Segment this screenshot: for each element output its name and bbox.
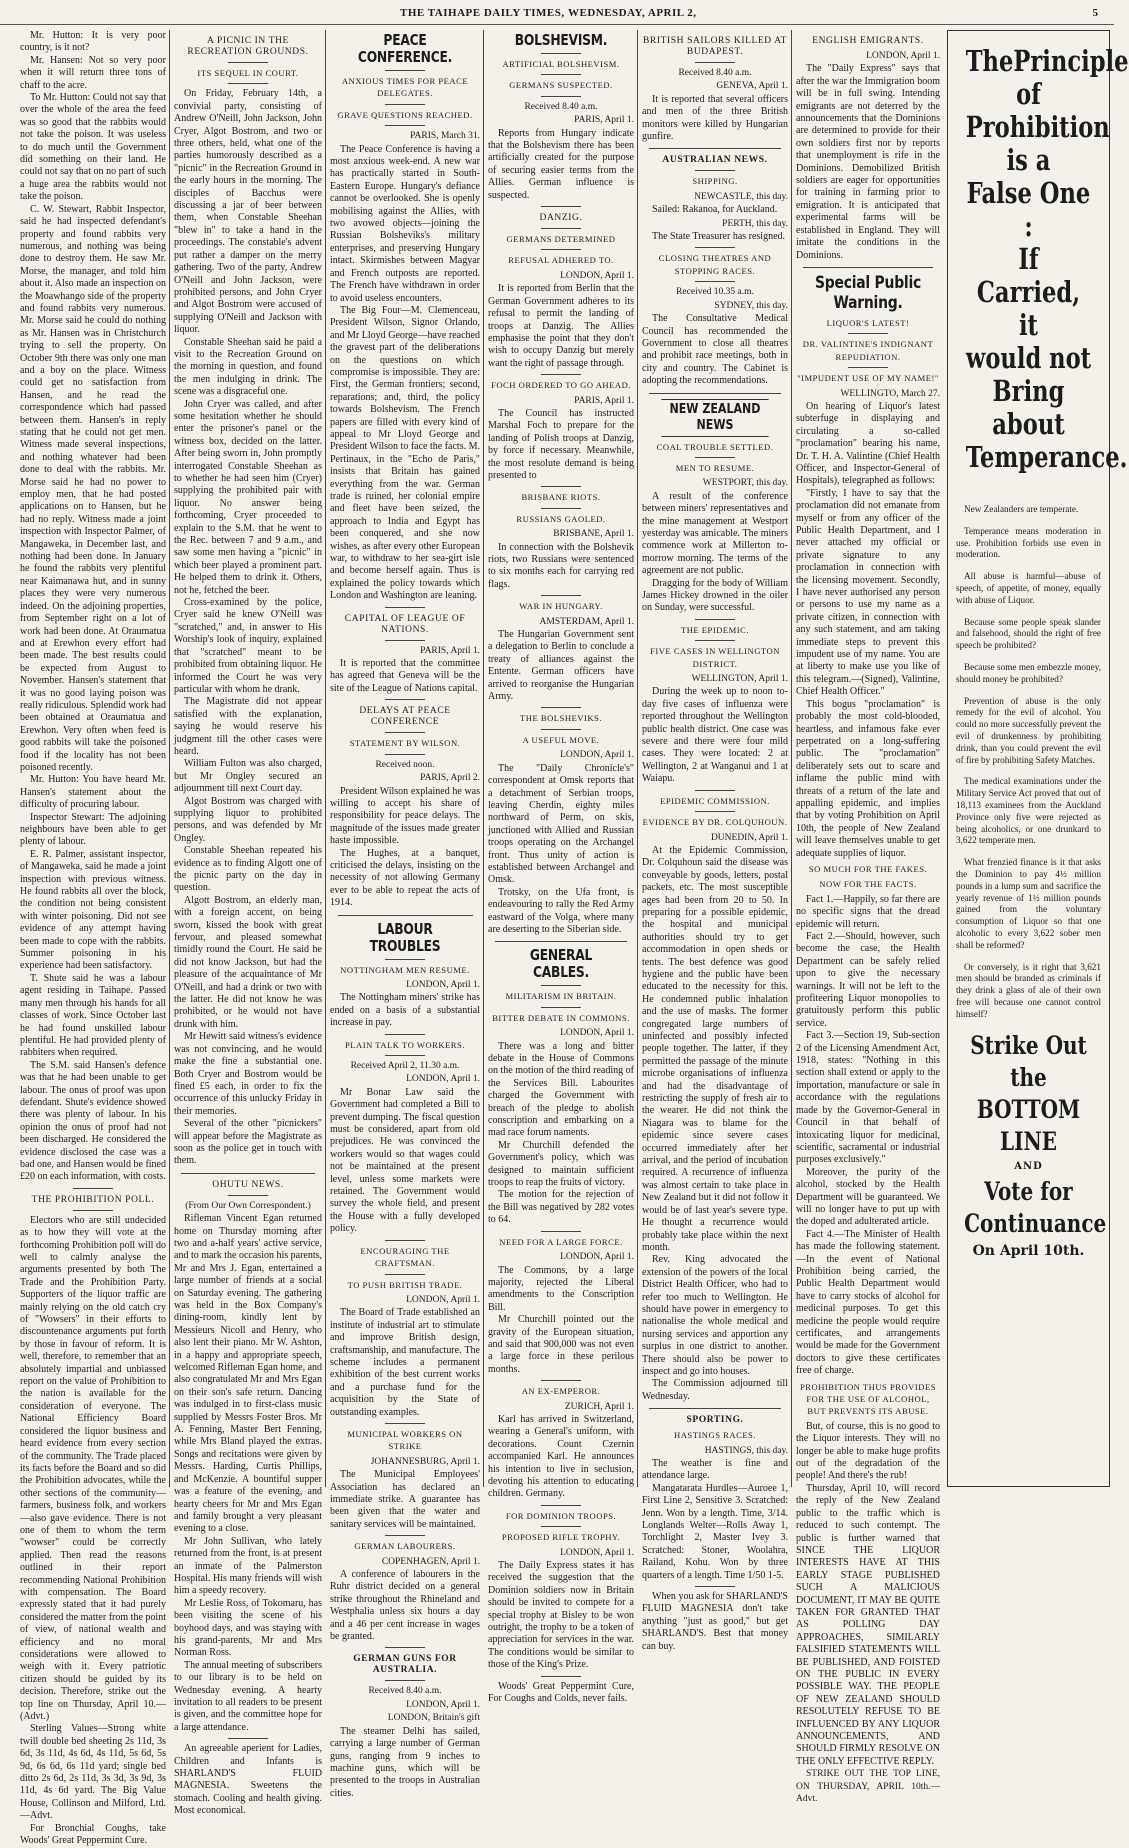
- advert-paragraph: Or conversely, is it right that 3,621 men should be branded as criminals if they drink a glass of ale of their own free will because one cannot control himself?: [956, 961, 1101, 1019]
- prohibition-advert: [947, 30, 1129, 1487]
- dateline: LONDON, April 1.: [560, 1028, 634, 1039]
- divider: [695, 281, 735, 282]
- paragraph: But, of course, this is no good to the Liquor interests. They will no longer be able to make huge profits out of the degradation of the people! And there's the rub!: [796, 1420, 940, 1482]
- subhead: MEN TO RESUME.: [675, 462, 755, 473]
- advert-footer-line: AND: [1014, 1161, 1043, 1173]
- paragraph: The Peace Conference is having a most anxious week-end. A new war has practically started in South-Eastern Europe. Hungary's defiance cannot be overlooked. She is openly mobilising against the Allies, with two avowed objects—joining the Russian Bolsheviks's military enterprises, and preserving Hungary intact. Skirmishes between Magyar and French outposts are reported. The French have withdrawn in order to avoid useless encounters.: [330, 143, 480, 304]
- paragraph: The weather is fine and attendance large.: [642, 1458, 788, 1482]
- divider: [848, 367, 888, 368]
- paragraph: Fact 2.—Should, however, such become the case, the Health Department can be safely relied upon to give the necessary warnings. It will not be left to the profiteering Liquor monopolies to gratuitously perform this public service.: [796, 931, 940, 1029]
- advert-paragraph: What frenzied finance is it that asks the Dominion to pay 4½ million pounds in a lump sum and sacrifice the yearly revenue of 1½ million pounds gained from the voluntary consumption of Liquor so that one alcoholic to every 3,622 sober men shall be reformed?: [956, 857, 1101, 950]
- paragraph: The Big Four—M. Clemenceau, President Wilson, Signor Orlando, and Mr Lloyd George—have reached the gravest part of the deliberations on the questions on which compromise is impossible. They are: First, the German frontiers; second, reparations; and, third, the policy towards Bolshevism. The French papers are filled with every kind of appeal to Mr Lloyd George and President Wilson to face the facts. M. Pertinaux, in the "Echo de Paris," insists that Britain has gained everything from the war. German trade is ruined, her colonial empire and fleet have been seized, the approach to India and Egypt has been conquered, and she now wishes, as after every other European war, to withdraw to her sea-girt isle and become herself again. Thus is explained the policy towards which London and Washington are leaning.: [330, 304, 480, 602]
- headline-delays: DELAYS AT PEACE CONFERENCE: [359, 706, 451, 728]
- paragraph: On hearing of Liquor's latest subterfuge in displaying and circulating a so-called "proclamation" bearing his name, Dr. T. H. A. Valintine (Chief Health Officer, and Inspector-General of Hospitals), telegraphed as follows:: [796, 400, 940, 487]
- subhead: MUNICIPAL WORKERS ON STRIKE: [347, 1428, 463, 1452]
- dateline: WELLINGTO, March 27.: [840, 388, 940, 399]
- received-time: Received 10.35 a.m.: [676, 287, 754, 298]
- divider: [495, 941, 626, 942]
- advert-headline-line: Prohibition: [965, 110, 1110, 144]
- paragraph: The Consultative Medical Council has recommended the Government to close all theatres and prohibit race meetings, both in city and country. The Cabinet is adopting the recommendations.: [642, 313, 788, 387]
- headline-special-warning: Special Public Warning.: [814, 272, 922, 313]
- subhead: NOTTINGHAM MEN RESUME.: [340, 964, 470, 975]
- paragraph: William Fulton was also charged, but Mr Ongley secured an adjournment till next Court day.: [174, 758, 322, 795]
- divider: [848, 333, 888, 334]
- dateline: LONDON, April 1.: [866, 51, 940, 61]
- headline-new-zealand-news: NEW ZEALAND NEWS: [661, 399, 768, 437]
- paragraph: It is reported from Berlin that the German Government adheres to its refusal to permit the landing of troops at Danzig. The Allies emphasise the point that they don't wish to occupy Danzig but merely want the right of passage through.: [488, 283, 634, 369]
- divider: [385, 104, 425, 105]
- divider: [695, 811, 735, 812]
- dateline: PARIS, March 31.: [410, 131, 480, 142]
- advert-paragraph: An agreeable aperient for Ladies, Children and Infants is SHARLAND'S FLUID MAGNESIA. Sweetens the stomach. Cooling and health giving. Most economical.: [174, 1743, 322, 1817]
- divider: [73, 1210, 113, 1211]
- dateline: PERTH, this day.: [722, 218, 788, 229]
- paragraph: "Firstly, I have to say that the proclamation did not emanate from myself or from any officer of the Public Health Department, and I never attached my official or private signature to any proclamation in connection with the licensing movement. Secondly, I have never authorised any person or persons to use my name as a private citizen, in connection with any such statement, and am taking immediate steps to prevent this impudent use of my name. You are at liberty to make use you like of this telegram.—(Signed), Valintine, Chief Health Officer.": [796, 487, 940, 698]
- paragraph: The Municipal Employees' Association has declared an immediate strike. A guarantee has been given that the water and sanitary services will be maintained.: [330, 1469, 480, 1530]
- divider: [541, 228, 581, 229]
- subhead: COAL TROUBLE SETTLED.: [656, 441, 774, 452]
- headline-australian-news: AUSTRALIAN NEWS.: [662, 155, 768, 166]
- divider: [385, 1647, 425, 1648]
- advert-headline-line: Temperance.: [965, 440, 1128, 474]
- divider: [385, 70, 425, 71]
- paragraph: Algot Bostrom was charged with supplying liquor to prohibited persons, and was defended by Mr Ongley.: [174, 795, 322, 844]
- advert-paragraph: Sterling Values—Strong white twill double bed sheeting 2s 11d, 3s 6d, 3s 11d, 4s 6d, 4s 11d, 5s 6d, 5s 9d, 6s 6d, 6s 11d yard; single bed ditto 2s 6d, 2s 11d, 3s 3d, 3s 9d, 3s 11d, 4s 6d yard. The Big Value House, Collinson and Milford, Ltd.—Advt.: [20, 1723, 166, 1822]
- advert-paragraph: For Bronchial Coughs, take Woods' Great Peppermint Cure.: [20, 1822, 166, 1847]
- subhead: THE EPIDEMIC.: [680, 624, 750, 635]
- received-time: Received 8.40 a.m.: [678, 68, 752, 78]
- paragraph: John Cryer was called, and after some hesitation whether he should enter the prisoner's panel or the witness box, decided on the latter. After being sworn in, John promptly interrogated Constable Sheehan as to whether he had seen him (Cryer) supplying the prohibited pair with liquor. No answer being forthcoming, Cryer proceeded to explain to the S.M. that he went to the Rec. between 7 and 9 a.m., and saw some men having a "picnic" in which beer played a prominent part. He helped them to drink it. Others, not he, fetched the beer.: [174, 398, 322, 596]
- paragraph: The Commons, by a large majority, rejected the Liberal amendments to the Conscription Bill.: [488, 1264, 634, 1313]
- subhead: SHIPPING.: [692, 176, 738, 187]
- advert-footer-line: Strike Out the: [970, 1031, 1087, 1093]
- divider: [541, 985, 581, 986]
- received-time: Received April 2, 11.30 a.m.: [350, 1061, 460, 1071]
- paragraph: It is reported that several officers and men of the three British monitors were killed by Hungarian gunfire.: [642, 93, 788, 143]
- divider: [649, 1408, 780, 1409]
- dateline: LONDON, April 1.: [406, 1699, 480, 1710]
- page-number: 5: [1092, 7, 1098, 19]
- subhead: FIVE CASES IN WELLINGTON DISTRICT.: [650, 646, 780, 669]
- divider: [541, 1526, 581, 1527]
- divider: [338, 915, 473, 916]
- divider: [541, 1007, 581, 1008]
- headline-general-cables: GENERAL CABLES.: [529, 946, 593, 982]
- paragraph: C. W. Stewart, Rabbit Inspector, said he had inspected defendant's property and found rabbits very numerous, and nothing was being done to destroy them. He saw Mr. Morse, the manager, and told him about it. Also made an inspection on the Moawhango side of the property and found rabbits very numerous. Mr. Morse said he could do nothing as Mr. Hansen was in Christchurch trying to sell the property. On October 9th there was only one man and a boy on the place. Witness could get no satisfaction from Hansen, and he read the correspondence which had passed between them. Hansen's in reply stating that he could not get men. Witness made several inspections, and nothing whatever had been done to deal with the rabbits. Mr. Morse said he had no power to employ men, that he had posted applications on to Hansen, but he had no reply. Witness made a joint inspection with Inspector Palmer, of Mangaweka, in December last, and nothing had been done. In January he found the rabbits very plentiful near Kaimanawa hut, and in sunny places they were very numerous indeed. On the adjoining properties, from September right on a lot of work had been done. At Oraumatua and at Erewhon every effort had been made. The best results could be expected from August to November. Hansen's statement that it was no good laying poison was really ridiculous. Splendid work had been obtained at Oraumatua and Erewhon. Very often when feed is good rabbits will take the poisoned food if the locality has not been poisoned recently.: [20, 203, 166, 773]
- divider: [649, 148, 780, 149]
- paragraph: E. R. Palmer, assistant inspector, of Mangaweka, said he made a joint inspection with previous witness. He found rabbits all over the block, the condition not being consistent with winter poisoning. Did not see evidence of any attempt having been made to cope with the rabbits. Summer poisoning in his experience had been satisfactory.: [20, 848, 166, 972]
- headline-league-capital: CAPITAL OF LEAGUE OF NATIONS.: [344, 613, 466, 635]
- paragraph: Dragging for the body of William James Hickey drowned in the oiler on Sunday, were successful.: [642, 577, 788, 614]
- paragraph: Karl has arrived in Switzerland, wearing a General's uniform, with decorations. Count Czernin accompanied Karl. He announces his intention to live in seclusion, devoting his attention to educating children. Germany.: [488, 1413, 634, 1500]
- dateline: AMSTERDAM, April 1.: [539, 616, 634, 627]
- advert-footer-line: BOTTOM: [976, 1095, 1081, 1125]
- paragraph: Sailed: Rakanoa, for Auckland.: [652, 204, 778, 216]
- advert-paragraph: Temperance means moderation in use. Prohibition forbids use even in moderation.: [956, 525, 1101, 560]
- paragraph: Fact 4.—The Minister of Health has made the following statement.—In the event of National Prohibition being carried, the Public Health Department would have to carry stocks of alcohol for medicinal purposes. To get this medicine the people would require certificates, and arrangements would be made for the Government doctors to give these certificates free of charge.: [796, 1228, 940, 1377]
- divider: [695, 1586, 735, 1587]
- paragraph: Thursday, April 10, will record the reply of the New Zealand public to the traffic which is reduced to such contempt. The public is further warned that SINCE THE LIQUOR INTERESTS HAVE AT THIS EARLY STAGE PUBLISHED SUCH A MALICIOUS DOCUMENT, IT MAY BE QUITE TAKEN FOR GRANTED THAT AS POLLING DAY APPROACHES, SIMILARLY FALSIFIED STATEMENTS WILL BE PUBLISHED, AND FOISTED ON THE PUBLIC IN EVERY POSSIBLE WAY. THE PEOPLE OF NEW ZEALAND SHOULD RESOLUTELY REFUSE TO BE INFLUENCED BY ANY LIQUOR ANNOUNCEMENTS, AND SHOULD FIRMLY RESOLVE ON THE ONLY EFFECTIVE REPLY.: [796, 1482, 940, 1767]
- divider: [228, 62, 268, 63]
- divider: [695, 247, 735, 248]
- headline-sporting: SPORTING.: [686, 1415, 744, 1426]
- column-1: [16, 30, 170, 1847]
- paragraph: Mr Bonar Law said the Government had completed a Bill to prevent dumping. The fiscal question must be considered, apart from old prejudices. He was convinced the workers would so that wages could not be maintained at the present level, unless some markets were retained. The Government would survey the whole field, and present the House with a fully developed policy.: [330, 1086, 480, 1235]
- dateline: COPENHAGEN, April 1.: [381, 1556, 480, 1567]
- subhead: NOW FOR THE FACTS.: [819, 879, 917, 890]
- subhead: PROPOSED RIFLE TROPHY.: [501, 1532, 621, 1543]
- divider: [695, 62, 735, 63]
- paragraph: Fact 1.—Happily, so far there are no specific signs that the dread epidemic will return.: [796, 893, 940, 930]
- paragraph: Mangatarata Hurdles—Auroee 1, First Line 2, Sensitive 3. Scratched: Jenn. Won by a length. Time, 3/14. Longlands Welter—Rolls Away 1, Torchlight 2, Master Ivey 3. Scratched: Stoner, Woolahra, Railand, Kohu. Won by three quarters of a length. Time 1/50 1-5.: [642, 1482, 788, 1581]
- subhead: EPIDEMIC COMMISSION.: [660, 795, 770, 806]
- paragraph: Electors who are still undecided as to how they will vote at the forthcoming Prohibition poll will do well to calmly analyse the arguments presented by both The Trade and the Prohibition Party. Supporters of the liquor traffic are mainly relying on the old catch cry of "Wowsers" in their efforts to discountenance arguments put forth by those in favour of reform. It is well, therefore, to remember that an absolutely impartial and unbiassed report on the value of Prohibition to the nation is available for the consideration of everyone. The National Efficiency Board considered the liquor business and heard evidence from every section of the community. The Trade placed its facts before the Board and so did the Prohibition advocates, while the other sections of the community—farmers, business folk, and workers—also gave evidence. There is not one of them to whom the term "wowser" could be correctly applied. Then read the reasons outlined in their report recommending National Prohibition with compensation. The Board expressly stated that it had purely considered the matter from the point of view, of national wealth and efficiency and no moral considerations were allowed to weigh with it. Every patriotic citizen should be guided by its decision. Therefore, strike out the top line on Thursday, April 10.—(Advt.): [20, 1214, 166, 1723]
- dateline: LONDON, April 1.: [560, 1547, 634, 1558]
- dateline: BRISBANE, April 1.: [553, 529, 634, 540]
- divider: [385, 125, 425, 126]
- paragraph: The S.M. said Hansen's defence was that he had been unable to get labour. The onus of proof was upon defendant. Shute's evidence showed there was plenty of labour. In his opinion the onus of proof had not been discharged. He considered the evidence disclosed the case was a bad one, and Hansen would be fined £20 on each information, with costs.: [20, 1059, 166, 1183]
- paragraph: The Nottingham miners' strike has ended on a basis of a substantial increase in pay.: [330, 992, 480, 1029]
- paragraph: On Friday, February 14th, a convivial party, consisting of Andrew O'Neill, John Jackson, John Cryer, Algot Bostrom, and two or three others, held, what one of the parties humorously described as a "picnic" in the Recreation Ground in the early hours in the morning. The disciples of Bacchus were discussing a jar of beer between them, when Constable Sheehan "blew in" to take a hand in the proceedings. The constable's advent put rather a damper on the merry gathering. Two of the party, Andrew O'Neill and John Jackson, were prohibited persons, and John Cryer and Algot Bostrom were accused of supplying O'Neill and Jackson with liquor.: [174, 88, 322, 336]
- paragraph: In connection with the Bolshevik riots, two Russians were sentenced to six months each for carrying red flags.: [488, 541, 634, 590]
- paragraph: Mr Leslie Ross, of Tokomaru, has been visiting the scene of his boyhood days, and was staying with his grand-parents, Mr and Mrs Norman Ross.: [174, 1597, 322, 1659]
- paper-title: THE TAIHAPE DAILY TIMES,: [400, 7, 565, 19]
- headline-british-sailors: BRITISH SAILORS KILLED AT BUDAPEST.: [642, 36, 788, 57]
- subhead: PROHIBITION THUS PROVIDES FOR THE USE OF ALCOHOL, BUT PREVENTS ITS ABUSE.: [799, 1381, 936, 1417]
- divider: [541, 707, 581, 708]
- divider: [385, 1680, 425, 1681]
- dateline: LONDON, April 1.: [560, 750, 634, 761]
- paragraph: This bogus "proclamation" is probably the most cold-blooded, heartless, and infamous fake ever perpetrated on a long-suffering public. The "proclamation" deliberately sets out to scare and inflame the public mind with threats of a return of the late and appalling epidemic, and implies that by voting Prohibition on April 10th, the people of New Zealand will leave themselves unable to get adequate supplies of liquor.: [796, 698, 940, 859]
- paragraph: The "Daily Chronicle's" correspondent at Omsk reports that a detachment of Serbian troops, leaving Cherdin, eighty miles northward of Perm, on skis, junctioned with Allied and Russian troops operating on the Archangel front. Thus unity of action is established between Archangel and Omsk.: [488, 762, 634, 886]
- received-time: Received 8.40 a.m.: [368, 1686, 442, 1697]
- dateline: WESTPORT, this day.: [702, 478, 788, 489]
- paragraph: Mr. Hansen: Not so very poor when it will return three tons of chaff to the acre.: [20, 54, 166, 91]
- subhead: MILITARISM IN BRITAIN.: [505, 991, 617, 1002]
- divider: [385, 959, 425, 960]
- dateline: WELLINGTON, April 1.: [691, 674, 788, 685]
- received-time: Received noon.: [375, 759, 435, 770]
- advert-headline-line: would not: [965, 341, 1092, 375]
- subhead: FOCH ORDERED TO GO AHEAD.: [491, 380, 631, 391]
- paragraph: Cross-examined by the police, Cryer said he knew O'Neill was "scratched," and, in answer to His Worship's look of inquiry, explained that "scratched" meant to be prohibited from obtaining liquor. He informed the Court he was very particular with whom he drank.: [174, 597, 322, 695]
- headline-labour-troubles: LABOUR TROUBLES: [369, 919, 441, 955]
- subhead: WAR IN HUNGARY.: [519, 601, 603, 612]
- subhead: BITTER DEBATE IN COMMONS.: [492, 1012, 630, 1023]
- masthead: [0, 4, 1114, 25]
- subhead: ITS SEQUEL IN COURT.: [197, 68, 299, 78]
- divider: [541, 1676, 581, 1677]
- divider: [695, 790, 735, 791]
- divider: [228, 83, 268, 84]
- paragraph: T. Shute said he was a labour agent residing in Taihape. Passed many men through his hands for all classes of work. Since October last he had found unskilled labour plentiful. He had provided plenty of rabbiters when required.: [20, 972, 166, 1059]
- divider: [385, 607, 425, 608]
- subhead: HASTINGS RACES.: [674, 1430, 756, 1441]
- subhead: FOR DOMINION TROOPS.: [505, 1510, 617, 1521]
- divider: [385, 1034, 425, 1035]
- paragraph: It is reported that the committee has agreed that Geneva will be the site of the League of Nations capital.: [330, 658, 480, 694]
- dateline: LONDON, April 1.: [560, 1252, 634, 1263]
- divider: [695, 619, 735, 620]
- advert-paragraph: The medical examinations under the Military Service Act proved that out of 18,113 examinees from the Auckland Province only five were rejected as being alcoholics, or one drunkard to 3,622 temperate men.: [956, 776, 1101, 846]
- dateline: GENEVA, April 1.: [716, 81, 788, 92]
- paragraph: The State Treasurer has resigned.: [652, 231, 786, 243]
- divider: [385, 1055, 425, 1056]
- received-time: Received 8.40 a.m.: [524, 101, 598, 112]
- subhead: "IMPUDENT USE OF MY NAME!": [797, 373, 939, 384]
- divider: [649, 393, 780, 394]
- paragraph: President Wilson explained he was willing to accept his share of responsibility for peace delays. The magnitude of the issues made greater haste impossible.: [330, 785, 480, 847]
- advert-body: [948, 504, 1109, 1020]
- column-4: [484, 30, 638, 1705]
- divider: [541, 53, 581, 54]
- divider: [695, 457, 735, 458]
- advert-footer-line: Vote for: [984, 1177, 1073, 1207]
- paragraph: Mr. Hutton: It is very poor country, is it not?: [20, 30, 166, 54]
- paragraph: A result of the conference between miners' representatives and the mine management at Westport yesterday was amicable. The miners commence work at Millerton to-morrow morning. The terms of the agreement are not public.: [642, 490, 788, 577]
- advert-footer-line: Continuance: [964, 1209, 1107, 1239]
- dateline: PARIS, April 1.: [574, 395, 634, 406]
- dateline: HASTINGS, this day.: [704, 1445, 788, 1456]
- divider: [541, 729, 581, 730]
- divider: [541, 206, 581, 207]
- divider: [541, 374, 581, 375]
- dateline: ZURICH, April 1.: [564, 1401, 634, 1412]
- paragraph: A conference of labourers in the Ruhr district decided on a general strike throughout the Rhineland and Westphalia unless six hours a day and a 46 per cent increase in wages be granted.: [330, 1569, 480, 1643]
- divider: [385, 699, 425, 700]
- subhead: EVIDENCE BY DR. COLQUHOUN.: [642, 817, 788, 828]
- subhead: ANXIOUS TIMES FOR PEACE DELEGATES.: [341, 76, 469, 99]
- paragraph: The Commission adjourned till Wednesday.: [642, 1378, 788, 1402]
- paragraph: The Magistrate did not appear satisfied with the explanation, saying he would reserve his judgment till the other cases were heard.: [174, 696, 322, 757]
- column-6: [792, 30, 944, 1805]
- divider: [541, 508, 581, 509]
- column-2: [170, 30, 326, 1817]
- paragraph: During the week up to noon to-day five cases of influenza were reported throughout the Wellington public health district. One case was severe and there were four mild cases. They were located: 2 at Wellington, 2 at Wanganui and 1 at Waiapu.: [642, 686, 788, 785]
- subhead: GERMANS DETERMINED: [506, 234, 616, 245]
- advert-headline-line: False One :: [966, 176, 1091, 243]
- divider: [385, 1423, 425, 1424]
- headline-german-guns: GERMAN GUNS FOR AUSTRALIA.: [353, 1654, 457, 1676]
- advert-headline-line: is a: [1006, 143, 1051, 177]
- dateline: LONDON, April 1.: [406, 1294, 480, 1305]
- divider: [228, 1195, 268, 1196]
- subhead: DR. VALINTINE'S INDIGNANT REPUDIATION.: [802, 339, 934, 362]
- advert-paragraph: Because some people speak slander and falsehood, should the right of free speech be prohibited?: [956, 616, 1101, 651]
- paragraph: To Mr. Hutton: Could not say that over the whole of the area the feed was so good that the rabbits would not take the poison. It was useless to do much until the Government did something on their land. He could not say that on no part of such a huge area the rabbits would not take the poison.: [20, 92, 166, 203]
- subhead: PLAIN TALK TO WORKERS.: [345, 1039, 465, 1050]
- paragraph: The "Daily Express" says that after the war the Immigration boom will be in full swing. Intending emigrants are not deterred by the announcements that the Dominions are determined to provide for their own soldiers first nor by reports that unemployment is rife in the Dominions. Demobilized British soldiers are eager for opportunities for training in farming prior to emigration. It is anticipated that experimental farms will be established in England. They will imitate the conditions in the Dominions.: [796, 63, 940, 261]
- subhead: STATEMENT BY WILSON.: [349, 738, 461, 749]
- advert-paragraph: Prevention of abuse is the only remedy for the evil of alcohol. You could no more successfully prevent the evil of drunkenness by prohibiting drink, than you could prevent the evil of fire by prohibiting Safety Matches.: [956, 695, 1101, 765]
- column-5: [638, 30, 792, 1652]
- paragraph: There was a long and bitter debate in the House of Commons on the motion of the third reading of the Services Bill. Labourites charged the Government with breach of the pledge to abolish conscription and embarking on a mad race forum naments.: [488, 1040, 634, 1139]
- paragraph: Rev. King advocated the extension of the powers of the local District Health Officer, who had to refer too much to Wellington. He should have power in emergency to nationalise the whole medical and nursing services and apportion any surplus in one district to another. There should also be power to inspect and go into houses.: [642, 1254, 788, 1377]
- advert-paragraph: All abuse is harmful—abuse of speech, of appetite, of money, equally with abuse of Liquor.: [956, 571, 1101, 605]
- divider: [228, 1738, 268, 1739]
- paragraph: The motion for the rejection of the Bill was negatived by 282 votes to 64.: [488, 1189, 634, 1226]
- subhead: NEED FOR A LARGE FORCE.: [499, 1236, 623, 1247]
- paragraph: Constable Sheehan repeated his evidence as to finding Algott one of the picnic party on the day in question.: [174, 845, 322, 894]
- dateline: LONDON, Britain's gift: [387, 1713, 480, 1724]
- paragraph: Mr Churchill pointed out the gravity of the European situation, and said that 900,000 was not even a large force in these perilous months.: [488, 1314, 634, 1375]
- paragraph: Moreover, the purity of the alcohol, stocked by the Health Department will be guaranteed. We will no longer have to put up with the doped and adulterated article.: [796, 1166, 940, 1228]
- headline-picnic: A PICNIC IN THE RECREATION GROUNDS.: [187, 36, 309, 57]
- subhead: BRISBANE RIOTS.: [521, 492, 601, 503]
- advert-footer-date: On April 10th.: [972, 1243, 1085, 1260]
- dateline: LONDON, April 1.: [406, 1074, 480, 1085]
- advert-headline-line: of: [1016, 77, 1041, 111]
- divider: [385, 1274, 425, 1275]
- subhead: RUSSIANS GAOLED.: [516, 513, 606, 524]
- dateline: JOHANNESBURG, April 1.: [370, 1456, 480, 1467]
- paragraph: Constable Sheehan said he paid a visit to the Recreation Ground on the morning in question, and found the men indulging in drink. The scene was a disgraceful one.: [174, 336, 322, 398]
- dateline: NEWCASTLE, this day.: [694, 191, 788, 202]
- dateline: LONDON, April 1.: [406, 979, 480, 990]
- paragraph: Algott Bostrom, an elderly man, with a foreign accent, on being sworn, kissed the book with great fervour, and pleased somewhat timidly round the Court. He said he did not know Jackson, but had the pleasure of the acquaintance of Mr O'Neill, and had a drink or two with the latter. He did not know he was prohibited, or he would not have drunk with him.: [174, 894, 322, 1030]
- subhead: SO MUCH FOR THE FAKES.: [808, 863, 928, 874]
- dateline: SYDNEY, this day.: [714, 300, 788, 311]
- subhead: ARTIFICIAL BOLSHEVISM.: [502, 59, 620, 69]
- dateline: DUNEDIN, April 1.: [710, 832, 788, 843]
- subhead: THE BOLSHEVIKS.: [520, 713, 602, 724]
- subhead: AN EX-EMPEROR.: [521, 1386, 601, 1397]
- headline-bolshevism: BOLSHEVISM.: [514, 31, 608, 49]
- paragraph: Mr Hewitt said witness's evidence was not convincing, and he would make the fine a substantial one. Both Cryer and Bostrom would be fined £5 each, in order to fix the occurrence of this unlucky Friday in their memories.: [174, 1031, 322, 1117]
- paragraph: Mr John Sullivan, who lately returned from the front, is at present an inmate of the Palmerston Hospital. His many friends will wish him a speedy recovery.: [174, 1535, 322, 1597]
- advert-paragraph: Because some men embezzle money, should money be prohibited?: [956, 661, 1101, 684]
- paragraph: Mr Churchill defended the Government's policy, which was designed to maintain sufficient troops to reap the fruits of victory.: [488, 1139, 634, 1189]
- advert-footer: [948, 1030, 1109, 1262]
- subhead: GRAVE QUESTIONS REACHED.: [337, 109, 473, 120]
- paragraph: Inspector Stewart: The adjoining neighbours have been able to get plenty of labour.: [20, 811, 166, 848]
- advert-headline-line: If Carried, it: [976, 242, 1081, 342]
- subhead: GERMAN LABOURERS.: [354, 1541, 456, 1552]
- headline-english-emigrants: ENGLISH EMIGRANTS.: [812, 36, 924, 46]
- paragraph: At the Epidemic Commission, Dr. Colquhoun said the disease was conveyable by goods, letters, postal packets, etc. The most susceptible ages had been from 20 to 50. In preparing for a possible epidemic, the hospital and municipal authorities should try to get accommodation in open sheds or tents. The best defence was good hygiene and the public have been educated to the necessity for this. He condemned public inhalation and the use of masks. The former congregated large numbers of uninfected and possibly infected people together. The latter, if they permitted the passage of the minute microbe organisations of influenza and had the disadvantage of restricting the supply of fresh air to the wearer. He did not think the Niagara was to blame for the epidemic since severe cases occurred immediately after her arrival, and the period of incubation required. A recurrence of influenza was almost certain to take place in New Zealand but it did not follow it would be of last year's severe type. He thought a recurrence would probably take place within the next month.: [642, 844, 788, 1253]
- paragraph: STRIKE OUT THE TOP LINE, ON THURSDAY, APRIL 10th.—Advt.: [796, 1769, 940, 1805]
- divider: [695, 640, 735, 641]
- paragraph: The annual meeting of subscribers to our library is to be held on Wednesday evening. A hearty invitation to all readers to be present is given, and the committee hope for a large attendance.: [174, 1659, 322, 1733]
- divider: [803, 267, 933, 268]
- paragraph: Trotsky, on the Ufa front, is endeavouring to rally the Red Army eastward of the Volga, where many are deserting to the Siberian side.: [488, 886, 634, 935]
- headline-danzig: DANZIG.: [539, 213, 583, 224]
- advert-headline: [965, 44, 1129, 474]
- divider: [541, 96, 581, 97]
- divider: [541, 74, 581, 75]
- divider: [385, 1535, 425, 1536]
- subhead: REFUSAL ADHERED TO.: [508, 255, 614, 266]
- issue-date: WEDNESDAY, APRIL 2,: [568, 7, 697, 19]
- subhead: LIQUOR'S LATEST!: [826, 317, 910, 328]
- paragraph: Several of the other "picnickers" will appear before the Magistrate as soon as the police get in touch with them.: [174, 1118, 322, 1167]
- subhead: GERMANS SUSPECTED.: [509, 80, 613, 91]
- subhead: A USEFUL MOVE.: [522, 734, 600, 745]
- divider: [385, 754, 425, 755]
- headline-peace-conference: PEACE CONFERENCE.: [357, 31, 453, 66]
- paragraph: The Hughes, at a banquet, criticised the delays, insisting on the necessity of not allowing Germany ever to be able to repeat the acts of 1914.: [330, 847, 480, 909]
- dateline: PARIS, April 2.: [420, 773, 480, 784]
- dateline: PARIS, April 1.: [420, 645, 480, 656]
- divider: [541, 1231, 581, 1232]
- advert-paragraph: Woods' Great Peppermint Cure, For Coughs and Colds, never fails.: [488, 1680, 634, 1705]
- subhead: ENCOURAGING THE CRAFTSMAN.: [360, 1245, 450, 1269]
- divider: [385, 1240, 425, 1241]
- advert-footer-line: LINE: [1000, 1127, 1057, 1157]
- paragraph: Rifleman Vincent Egan returned home on Thursday morning after two and a-half years' active service, and to mark the occasion his parents, Mr and Mrs J. Egan, entertained a large number of friends at a social on Saturday evening. The gathering was held in the Box Company's dining-room, kindly lent by Messieurs Nicoll and Henry, who also lent their piano. Mr W. Ashton, in a happy and appropriate speech, welcomed Rifleman Egan home, and also congratulated Mr and Mrs Egan on their son's safe return. Dancing was indulged in to first-class music supplied by Messrs Foster Bros. Mr A. Fenning, Master Bert Fenning, while Mrs Bland played the extras. Songs and recitations were given by Messrs. Harding, Curtis Phillips, and McKenzie. A bountiful supper was a feature of the evening, and hearty cheers for Mr and Mrs Egan and family brought a very pleasant evening to a close.: [174, 1213, 323, 1535]
- divider: [541, 595, 581, 596]
- advert-paragraph: New Zealanders are temperate.: [964, 504, 1079, 514]
- dateline: PARIS, April 1.: [574, 115, 634, 126]
- paragraph: Fact 3.—Section 19, Sub-section 2 of the Licensing Amendment Act, 1918, states: "Nothing in this section shall extend or apply to the importation, manufacture or sale in accordance with the regulations made by the Governor-General in Council in that behalf of intoxicating liquor for medicinal, scientific, sacramental or industrial purposes exclusively.": [796, 1030, 940, 1166]
- subhead: CLOSING THEATRES AND STOPPING RACES.: [658, 253, 772, 276]
- paragraph: The Hungarian Government sent a delegation to Berlin to conclude a treaty of alliances against the Entente. German officers have arrived to reorganise the Hungarian Army.: [488, 629, 634, 703]
- advert-headline-line: ThePrinciple: [965, 44, 1129, 78]
- divider: [73, 1188, 113, 1189]
- divider: [695, 170, 735, 171]
- paragraph: Reports from Hungary indicate that the Bolshevism there has been artificially created for the purpose of securing easier terms from the Allies. German influence is suspected.: [488, 127, 634, 201]
- paragraph: Mr. Hutton: You have heard Mr. Hansen's statement about the difficulty of procuring labour.: [20, 774, 166, 811]
- paragraph: The Council has instructed Marshal Foch to prepare for the landing of Polish troops at Danzig, by force if necessary. Meanwhile, the most resolute demand is being presented to: [488, 407, 634, 481]
- divider: [541, 1380, 581, 1381]
- column-3: [326, 30, 484, 1799]
- paragraph: The steamer Delhi has sailed, carrying a large number of German guns, ranging from 9 inches to machine guns, which will be presented to the troops in Australian cities.: [330, 1725, 480, 1799]
- byline: (From Our Own Correspondent.): [185, 1200, 311, 1211]
- paragraph: The Daily Express states it has received the suggestion that the Dominion soldiers now in Britain should be invited to compete for a special trophy at Bisley to be won outright, the trophy to be a token of appreciation for services in the war. The conditions would be similar to those of the King's Prize.: [488, 1560, 634, 1671]
- advert-paragraph: When you ask for SHARLAND'S FLUID MAGNESIA don't take anything "just as good," but get SHARLAND'S. Best that money can buy.: [642, 1591, 788, 1652]
- divider: [385, 640, 425, 641]
- divider: [181, 1173, 314, 1174]
- subhead: TO PUSH BRITISH TRADE.: [347, 1279, 463, 1290]
- divider: [541, 1505, 581, 1506]
- headline-prohibition-poll: THE PROHIBITION POLL.: [31, 1194, 155, 1205]
- divider: [541, 486, 581, 487]
- divider: [541, 249, 581, 250]
- dateline: LONDON, April 1.: [560, 270, 634, 281]
- advert-headline-line: Bring about: [992, 374, 1065, 441]
- headline-ohutu: OHUTU NEWS.: [212, 1179, 284, 1190]
- divider: [385, 732, 425, 733]
- paragraph: The Board of Trade established an institute of industrial art to stimulate and improve British design, craftsmanship, and manufacture. The scheme includes a permanent exhibition of the best current works and a purchase fund for the acquisition by the State of outstanding examples.: [330, 1307, 480, 1418]
